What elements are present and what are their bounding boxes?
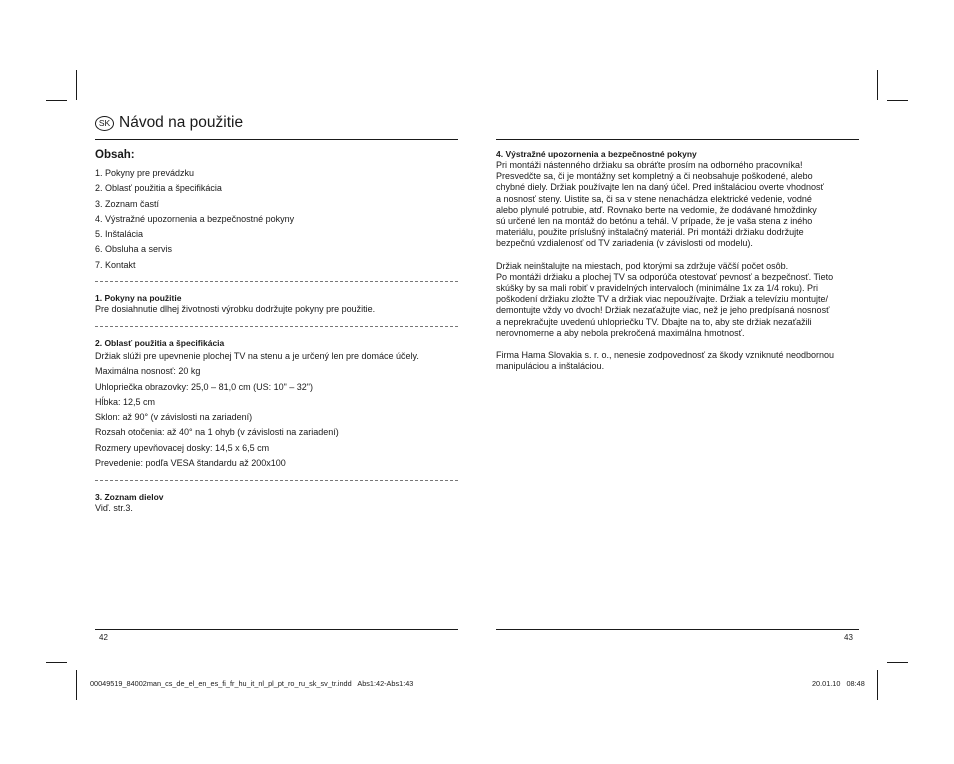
- spec-line: Rozmery upevňovacej dosky: 14,5 x 6,5 cm: [95, 442, 270, 453]
- crop-mark: [46, 662, 67, 663]
- text-line: chybné diely. Držiak používajte len na daný účel. Pred inštaláciou overte vhodnosť: [496, 182, 824, 193]
- text-line: demontujte vždy vo dvoch! Držiak nezaťažujte viac, než je jeho predpísaná nosnosť: [496, 305, 830, 316]
- text-line: Držiak neinštalujte na miestach, pod ktorými sa zdržuje väčší počet osôb.: [496, 260, 789, 271]
- text-line: Firma Hama Slovakia s. r. o., nenesie zodpovednosť za škody vzniknuté neodbornou: [496, 350, 835, 361]
- section-heading: 3. Zoznam dielov: [95, 492, 164, 502]
- text-line: a neprekračujte uvedenú uhlopriečku TV. Dbajte na to, aby ste držiak nezaťažili: [496, 316, 812, 327]
- section-2: [95, 338, 419, 471]
- section-4: [496, 149, 861, 372]
- warning-paragraph: [496, 160, 861, 250]
- page-number-right: 43: [844, 633, 853, 642]
- section-heading: 1. Pokyny na použitie: [95, 293, 182, 303]
- crop-mark: [887, 662, 908, 663]
- contents-list: [95, 166, 294, 273]
- text-line: materiálu, použite príslušný inštalačný materiál. Pri montáži držiaku dodržujte: [496, 227, 804, 238]
- language-badge: SK: [95, 116, 114, 131]
- file-slug: 00049519_84002man_cs_de_el_en_es_fi_fr_hu_it_nl_pl_pt_ro_ru_sk_sv_tr.indd Abs1:42-Abs1:43: [90, 679, 414, 688]
- page-number-left: 42: [99, 633, 108, 642]
- print-timestamp: 20.01.10 08:48: [812, 679, 865, 688]
- spec-line: Prevedenie: podľa VESA štandardu až 200x100: [95, 458, 286, 469]
- contents-item: 4. Výstražné upozornenia a bezpečnostné pokyny: [95, 213, 295, 224]
- contents-item: 5. Inštalácia: [95, 229, 144, 240]
- page-header: [95, 114, 243, 132]
- warning-paragraph: [496, 261, 861, 339]
- section-3: [95, 492, 164, 514]
- crop-mark: [877, 670, 878, 700]
- contents-item: 3. Zoznam častí: [95, 198, 160, 209]
- spec-line: Hĺbka: 12,5 cm: [95, 396, 156, 407]
- spec-line: Sklon: až 90° (v závislosti na zariadení): [95, 412, 253, 423]
- crop-mark: [76, 70, 77, 100]
- text-line: Po montáži držiaku a plochej TV sa odporúča otestovať pevnosť a bezpečnosť. Tieto: [496, 271, 834, 282]
- text-line: bezpečnú vzdialenosť od TV zariadenia (v závislosti od modelu).: [496, 238, 753, 249]
- contents-item: 7. Kontakt: [95, 259, 136, 270]
- contents-heading: Obsah:: [95, 149, 135, 161]
- disclaimer-paragraph: [496, 350, 861, 372]
- section-heading: 2. Oblasť použitia a špecifikácia: [95, 338, 225, 348]
- section-text: Pre dosiahnutie dlhej životnosti výrobku dodržujte pokyny pre použitie.: [95, 304, 376, 314]
- crop-mark: [76, 670, 77, 700]
- spec-list: [95, 349, 419, 471]
- header-rule-right: [496, 139, 859, 140]
- contents-item: 6. Obsluha a servis: [95, 244, 173, 255]
- text-line: a nosnosť steny. Uistite sa, či sa v stene nenachádza elektrické vedenie, vodné: [496, 193, 812, 204]
- section-heading: 4. Výstražné upozornenia a bezpečnostné pokyny: [496, 149, 697, 159]
- header-rule-left: [95, 139, 458, 140]
- crop-mark: [877, 70, 878, 100]
- page-title: Návod na použitie: [119, 114, 244, 131]
- contents-item: 2. Oblasť použitia a špecifikácia: [95, 183, 222, 194]
- section-divider: [95, 281, 458, 282]
- spec-line: Rozsah otočenia: až 40° na 1 ohyb (v závislosti na zariadení): [95, 427, 339, 438]
- spec-line: Maximálna nosnosť: 20 kg: [95, 366, 201, 377]
- text-line: skúšky by sa mali robiť v pravidelných intervaloch (minimálne 1x za 1/4 roku). Pri: [496, 283, 818, 294]
- text-line: sú určené len na montáž do betónu a tehál. V prípade, že je vaša stena z iného: [496, 216, 813, 227]
- section-divider: [95, 326, 458, 327]
- crop-mark: [46, 100, 67, 101]
- section-text: Viď. str.3.: [95, 503, 133, 513]
- crop-mark: [887, 100, 908, 101]
- section-1: [95, 293, 375, 315]
- text-line: Pri montáži nástenného držiaku sa obráťte prosím na odborného pracovníka!: [496, 160, 803, 170]
- text-line: Presvedčte sa, či je montážny set kompletný a či neobsahuje poškodené, alebo: [496, 171, 813, 182]
- footer-rule-right: [496, 629, 859, 630]
- text-line: nerovnomerne a aby nebola prekročená maximálna hmotnosť.: [496, 327, 745, 338]
- text-line: alebo plynulé potrubie, atď. Rovnako berte na vedomie, že dodávané hmoždinky: [496, 204, 817, 215]
- spec-line: Uhlopriečka obrazovky: 25,0 – 81,0 cm (US: 10" – 32"): [95, 381, 313, 392]
- spec-line: Držiak slúži pre upevnenie plochej TV na stenu a je určený len pre domáce účely.: [95, 351, 419, 361]
- section-divider: [95, 480, 458, 481]
- text-line: manipuláciou a inštaláciou.: [496, 361, 605, 372]
- text-line: poškodení držiaku zložte TV a držiak viac nepoužívajte. Držiak a televíziu montujte/: [496, 294, 828, 305]
- footer-rule-left: [95, 629, 458, 630]
- contents-item: 1. Pokyny pre prevádzku: [95, 168, 195, 178]
